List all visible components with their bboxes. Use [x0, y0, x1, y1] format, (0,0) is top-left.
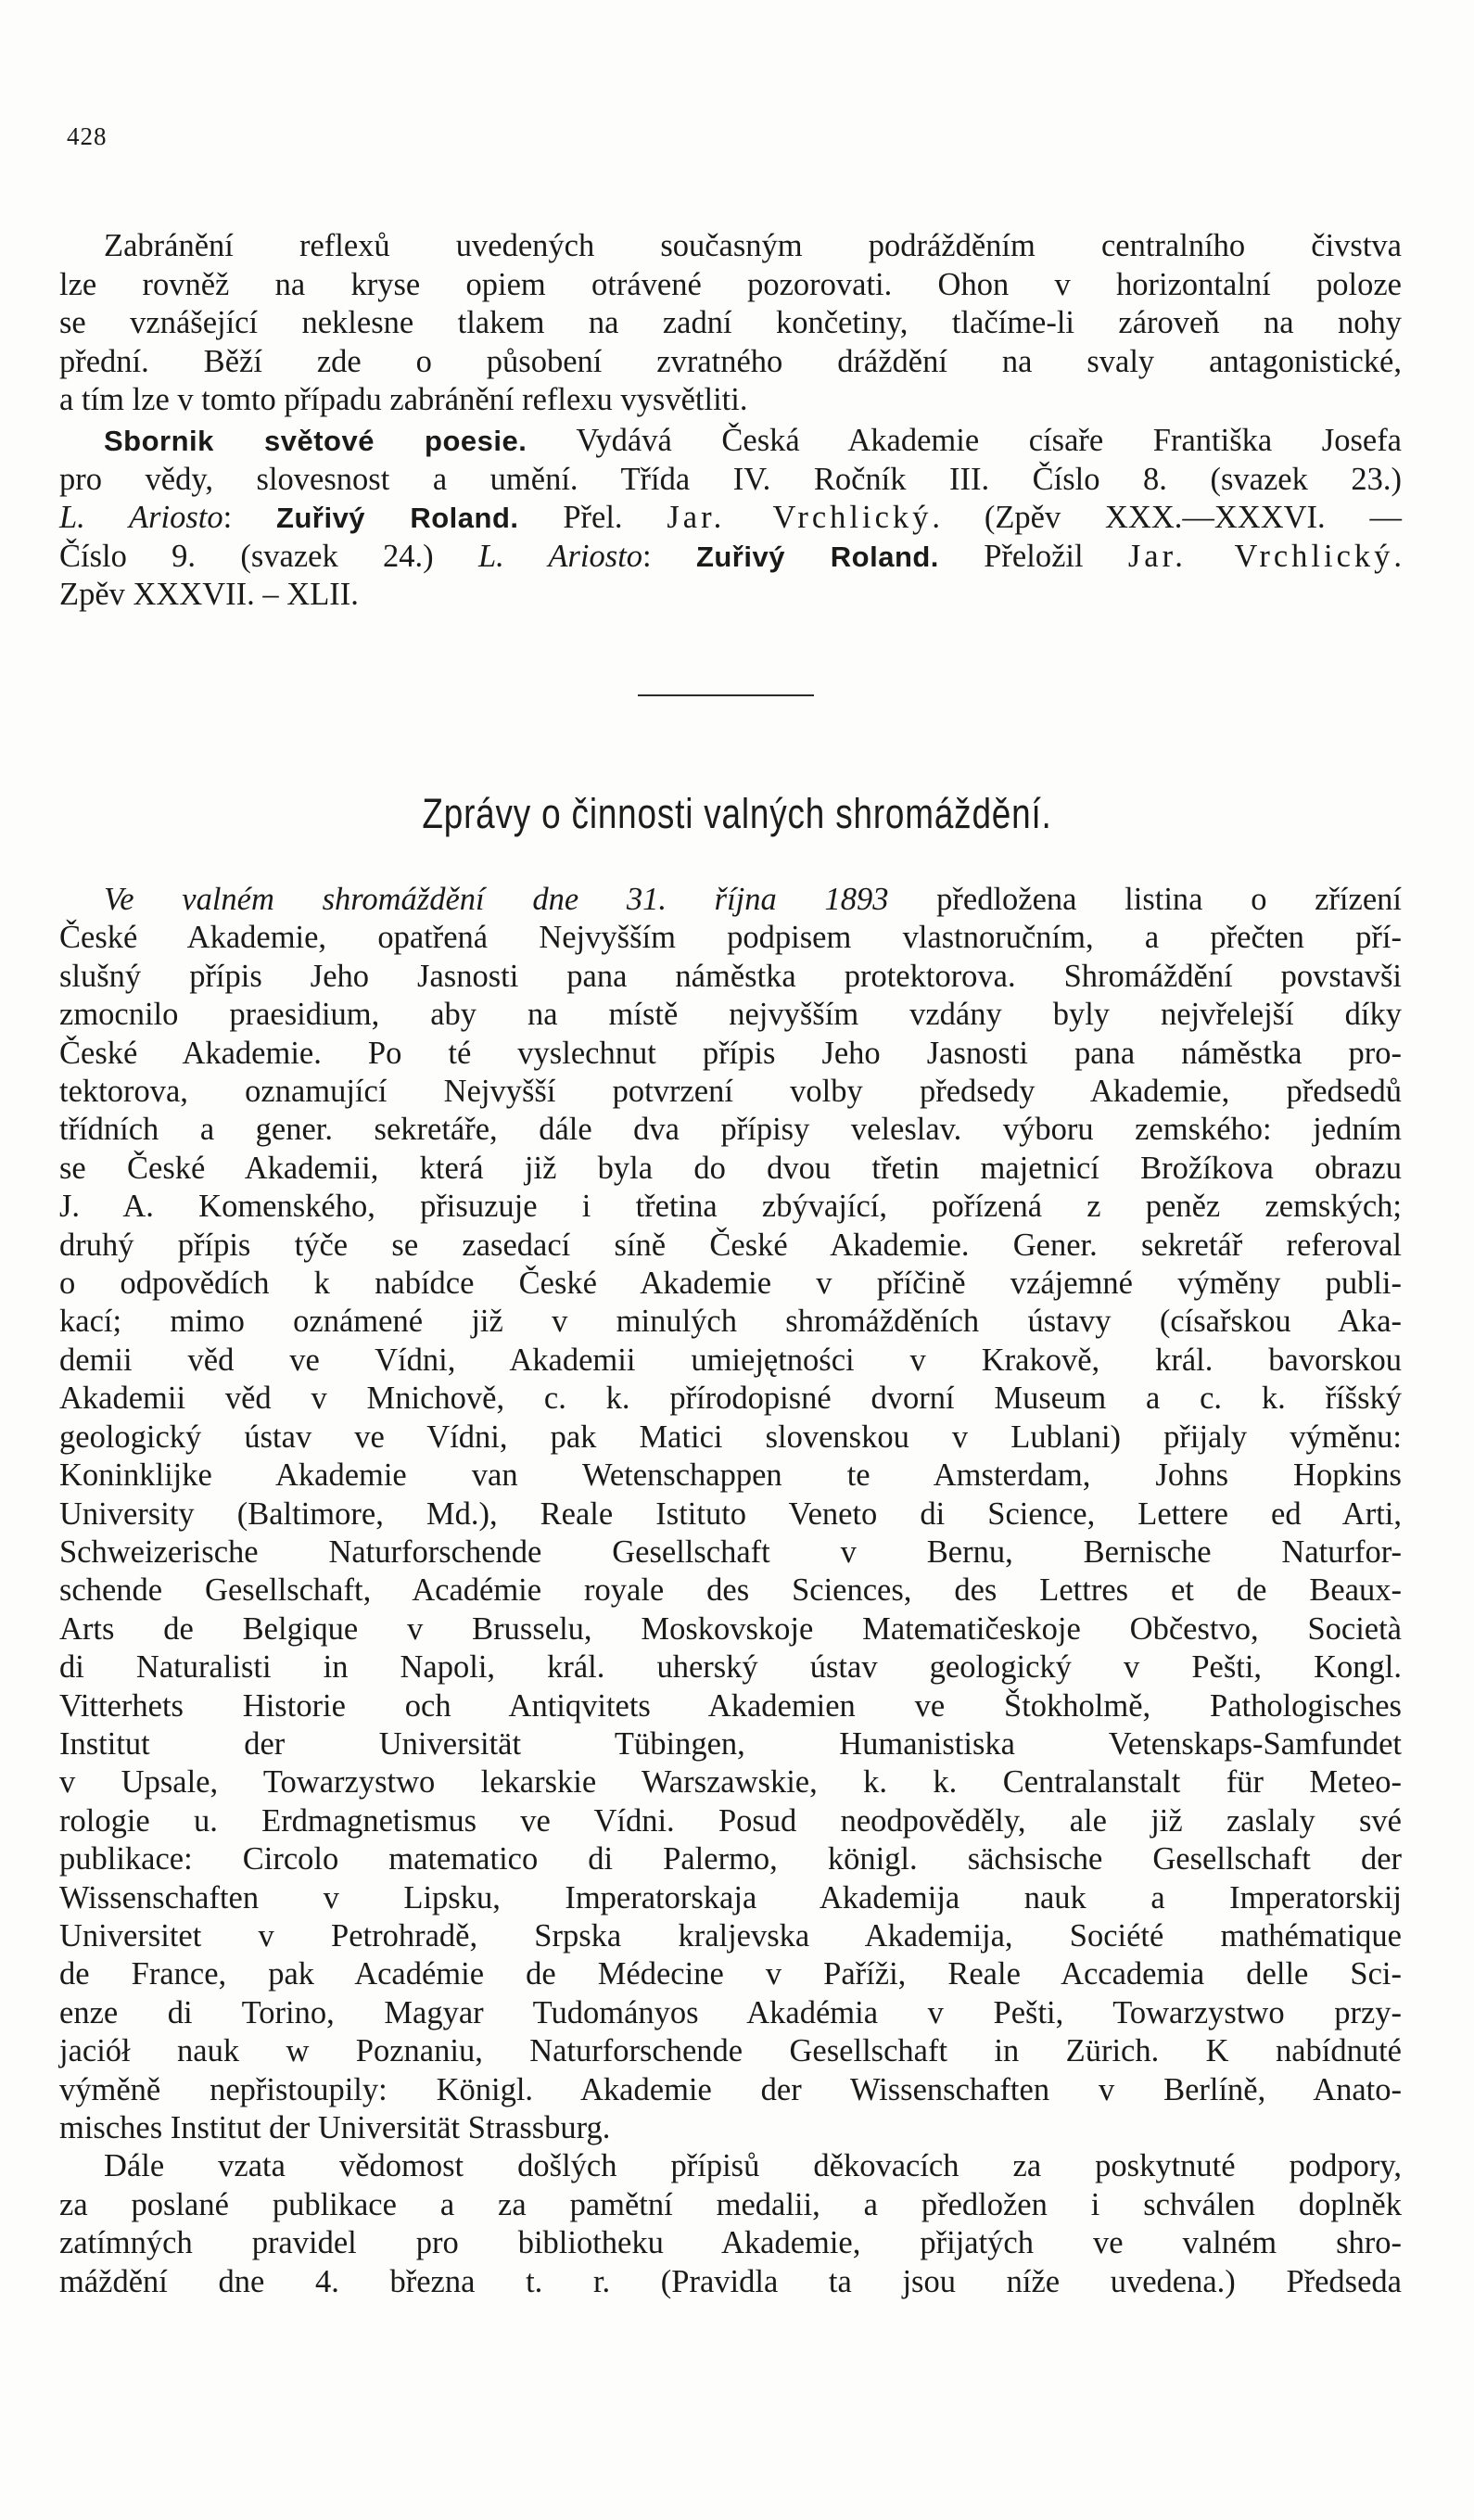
text-line: kací; mimo oznámené již v minulých shromážděních ústavy (císařskou Aka- [59, 1304, 1402, 1340]
text-line: Arts de Belgique v Brusselu, Moskovskoje Matematičeskoje Občestvo, Società [59, 1610, 1402, 1647]
translator-name: Jar. Vrchlický [667, 500, 933, 536]
text-line: přední. Běží zde o působení zvratného dráždění na svaly antagonistické, [59, 343, 1402, 379]
review-text: Číslo 9. (svazek 24.) [59, 538, 478, 574]
text-line: České Akademie. Po té vyslechnut přípis Jeho Jasnosti pana náměstka pro- [59, 1035, 1402, 1071]
text-line: schende Gesellschaft, Académie royale des Sciences, des Lettres et de Beaux- [59, 1572, 1402, 1609]
review-text: Přel. [518, 500, 667, 536]
text-line: di Naturalisti in Napoli, král. uherský ústav geologický v Pešti, Kongl. [59, 1649, 1402, 1686]
top-paragraph [59, 227, 1402, 420]
review-line: pro vědy, slovesnost a umění. Třída IV. Ročník III. Číslo 8. (svazek 23.) [59, 461, 1402, 497]
text-line: zatímných pravidel pro bibliotheku Akademie, přijatých ve valném shro- [59, 2225, 1402, 2261]
review-text: . (Zpěv XXX.—XXXVI. — [932, 500, 1402, 536]
text-line: Koninklijke Akademie van Wetenschappen te Amsterdam, Johns Hopkins [59, 1457, 1402, 1494]
lead-phrase: Ve valném shromáždění dne 31. října 1893 [104, 882, 889, 917]
text-line: Dále vzata vědomost došlých přípisů děkovacích za poskytnuté podpory, [104, 2148, 1402, 2184]
review-line [59, 499, 1402, 538]
review-line [59, 538, 1402, 577]
text-line: lze rovněž na kryse opiem otrávené pozorovati. Ohon v horizontalní poloze [59, 266, 1402, 302]
text-line: Universitet v Petrohradě, Srpska kraljevska Akademija, Société mathématique [59, 1917, 1402, 1954]
text-line: University (Baltimore, Md.), Reale Istituto Veneto di Science, Lettere ed Arti, [59, 1495, 1402, 1532]
text-line: misches Institut der Universität Strassburg. [59, 2110, 611, 2145]
review-text: : [642, 538, 696, 574]
text-line: geologický ústav ve Vídni, pak Matici slovenskou v Lublani) přijaly výměnu: [59, 1419, 1402, 1455]
text-line: se České Akademii, která již byla do dvou třetin majetnicí Brožíkova obrazu [59, 1150, 1402, 1186]
work-title: Zuřivý Roland. [695, 540, 939, 573]
book-review-note [59, 422, 1402, 615]
text-line [59, 881, 1402, 919]
page-number: 428 [67, 122, 108, 150]
text-line: jaciół nauk w Poznaniu, Naturforschende Gesellschaft in Zürich. K nabídnuté [59, 2033, 1402, 2069]
text-line: máždění dne 4. března t. r. (Pravidla ta jsou níže uvedena.) Předseda [59, 2263, 1402, 2299]
lead-rest: předložena listina o zřízení [888, 882, 1402, 917]
main-text [59, 881, 1402, 2301]
text-line: a tím lze v tomto případu zabránění reflexu vysvětliti. [59, 382, 748, 418]
text-line: tektorova, oznamující Nejvyšší potvrzení volby předsedy Akademie, předsedů [59, 1074, 1402, 1110]
review-text: Přeložil [938, 538, 1128, 574]
text-line: v Upsale, Towarzystwo lekarskie Warszawskie, k. k. Centralanstalt für Meteo- [59, 1764, 1402, 1801]
text-line: slušný přípis Jeho Jasnosti pana náměstka protektorova. Shromáždění povstavši [59, 958, 1402, 994]
text-line: de France, pak Académie de Médecine v Paříži, Reale Accademia delle Sci- [59, 1956, 1402, 1992]
text-line: Schweizerische Naturforschende Gesellschaft v Bernu, Bernische Naturfor- [59, 1534, 1402, 1570]
text-line: Wissenschaften v Lipsku, Imperatorskaja Akademija nauk a Imperatorskij [59, 1879, 1402, 1915]
text-line: České Akademie, opatřená Nejvyšším podpisem vlastnoručním, a přečten pří- [59, 920, 1402, 956]
author-name: L. Ariosto [59, 500, 223, 536]
text-line: třídních a gener. sekretáře, dále dva přípisy veleslav. výboru zemského: jedním [59, 1112, 1402, 1148]
review-title: Sbornik světové poesie. [104, 425, 527, 457]
text-line: demii věd ve Vídni, Akademii umiejętności v Krakově, král. bavorskou [59, 1342, 1402, 1378]
section-heading: Zprávy o činnosti valných shromáždění. [422, 790, 1052, 837]
text-line: Akademii věd v Mnichově, c. k. přírodopisné dvorní Museum a c. k. říšský [59, 1381, 1402, 1417]
review-line [59, 422, 1402, 461]
translator-name: Jar. Vrchlický [1127, 538, 1394, 574]
text-line: o odpovědích k nabídce České Akademie v příčině vzájemné výměny publi- [59, 1266, 1402, 1302]
text-line: Zabránění reflexů uvedených současným podrážděním centralního čivstva [104, 228, 1402, 263]
work-title: Zuřivý Roland. [276, 502, 519, 535]
review-text: . [1393, 538, 1403, 574]
section-divider [638, 694, 814, 696]
author-name: L. Ariosto [477, 538, 643, 574]
text-line: enze di Torino, Magyar Tudományos Akadémia v Pešti, Towarzystwo przy- [59, 1994, 1402, 2030]
text-line: zmocnilo praesidium, aby na místě nejvyšším vzdány byly nejvřelejší díky [59, 997, 1402, 1033]
review-text: : [222, 500, 277, 536]
text-line: rologie u. Erdmagnetismus ve Vídni. Posud neodpověděly, ale již zaslaly své [59, 1802, 1402, 1839]
text-line: se vznášející neklesne tlakem na zadní končetiny, tlačíme-li zároveň na nohy [59, 305, 1402, 341]
text-line: J. A. Komenského, přisuzuje i třetina zbývající, pořízená z peněz zemských; [59, 1189, 1402, 1225]
text-line: výměně nepřistoupily: Königl. Akademie der Wissenschaften v Berlíně, Anato- [59, 2071, 1402, 2107]
text-line: publikace: Circolo matematico di Palermo, königl. sächsische Gesellschaft der [59, 1841, 1402, 1877]
text-line: Vitterhets Historie och Antiqvitets Akademien ve Štokholmě, Pathologisches [59, 1687, 1402, 1724]
text-line: za poslané publikace a za pamětní medalii, a předložen i schválen doplněk [59, 2186, 1402, 2222]
text-line: druhý přípis týče se zasedací síně České Akademie. Gener. sekretář referoval [59, 1227, 1402, 1263]
review-text: Vydává Česká Akademie císaře Františka Josefa [527, 423, 1402, 458]
text-line: Institut der Universität Tübingen, Humanistiska Vetenskaps-Samfundet [59, 1725, 1402, 1762]
review-line: Zpěv XXXVII. – XLII. [59, 577, 359, 613]
